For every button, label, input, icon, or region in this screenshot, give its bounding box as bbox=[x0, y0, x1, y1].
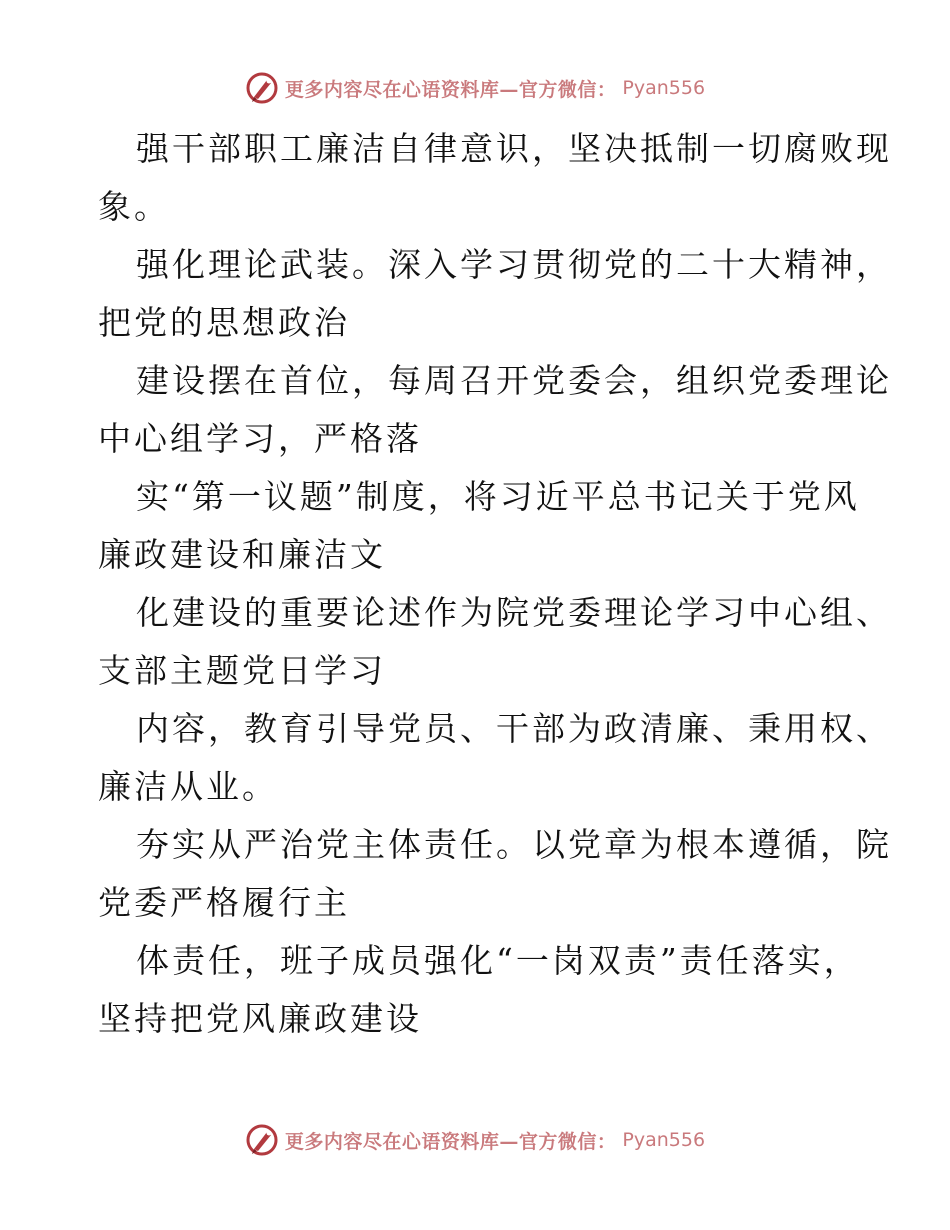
paragraph-8-line-1: 体责任，班子成员强化“一岗双责”责任落实， bbox=[136, 941, 860, 980]
paragraph-2-line-2: 把党的思想政治 bbox=[98, 303, 350, 342]
header-banner bbox=[0, 68, 950, 108]
paragraph-5-line-1: 化建设的重要论述作为院党委理论学习中心组、 bbox=[136, 593, 892, 632]
paragraph-7-line-2: 党委严格履行主 bbox=[98, 883, 350, 922]
footer-banner bbox=[0, 1120, 950, 1160]
paragraph-5-line-2: 支部主题党日学习 bbox=[98, 651, 386, 690]
footer-wechat-id: Pyan556 bbox=[622, 1129, 706, 1151]
paragraph-4-line-2: 廉政建设和廉洁文 bbox=[98, 535, 386, 574]
paragraph-7 bbox=[98, 816, 892, 932]
quill-pen-circle-icon bbox=[245, 1123, 279, 1157]
header-banner-text: 更多内容尽在心语资料库—官方微信： bbox=[284, 78, 617, 101]
document-body bbox=[98, 120, 892, 1048]
paragraph-3 bbox=[98, 352, 892, 468]
paragraph-4 bbox=[98, 468, 858, 584]
paragraph-3-line-2: 中心组学习，严格落 bbox=[98, 419, 422, 458]
header-wechat-id: Pyan556 bbox=[622, 77, 706, 99]
paragraph-1-line-1: 强干部职工廉洁自律意识，坚决抵制一切腐败现 bbox=[136, 129, 892, 168]
paragraph-1-line-2: 象。 bbox=[98, 187, 170, 226]
paragraph-2 bbox=[98, 236, 892, 352]
paragraph-8 bbox=[98, 932, 858, 1048]
paragraph-6 bbox=[98, 700, 892, 816]
paragraph-4-line-1: 实“第一议题”制度，将习近平总书记关于党风 bbox=[136, 477, 860, 516]
paragraph-3-line-1: 建设摆在首位，每周召开党委会，组织党委理论 bbox=[136, 361, 892, 400]
paragraph-6-line-1: 内容，教育引导党员、干部为政清廉、秉用权、 bbox=[136, 709, 892, 748]
paragraph-6-line-2: 廉洁从业。 bbox=[98, 767, 278, 806]
footer-banner-text: 更多内容尽在心语资料库—官方微信： bbox=[284, 1130, 617, 1153]
paragraph-7-line-1: 夯实从严治党主体责任。以党章为根本遵循，院 bbox=[136, 825, 892, 864]
quill-pen-circle-icon bbox=[245, 71, 279, 105]
paragraph-1 bbox=[98, 120, 892, 236]
paragraph-5 bbox=[98, 584, 892, 700]
paragraph-8-line-2: 坚持把党风廉政建设 bbox=[98, 999, 422, 1038]
paragraph-2-line-1: 强化理论武装。深入学习贯彻党的二十大精神， bbox=[136, 245, 892, 284]
